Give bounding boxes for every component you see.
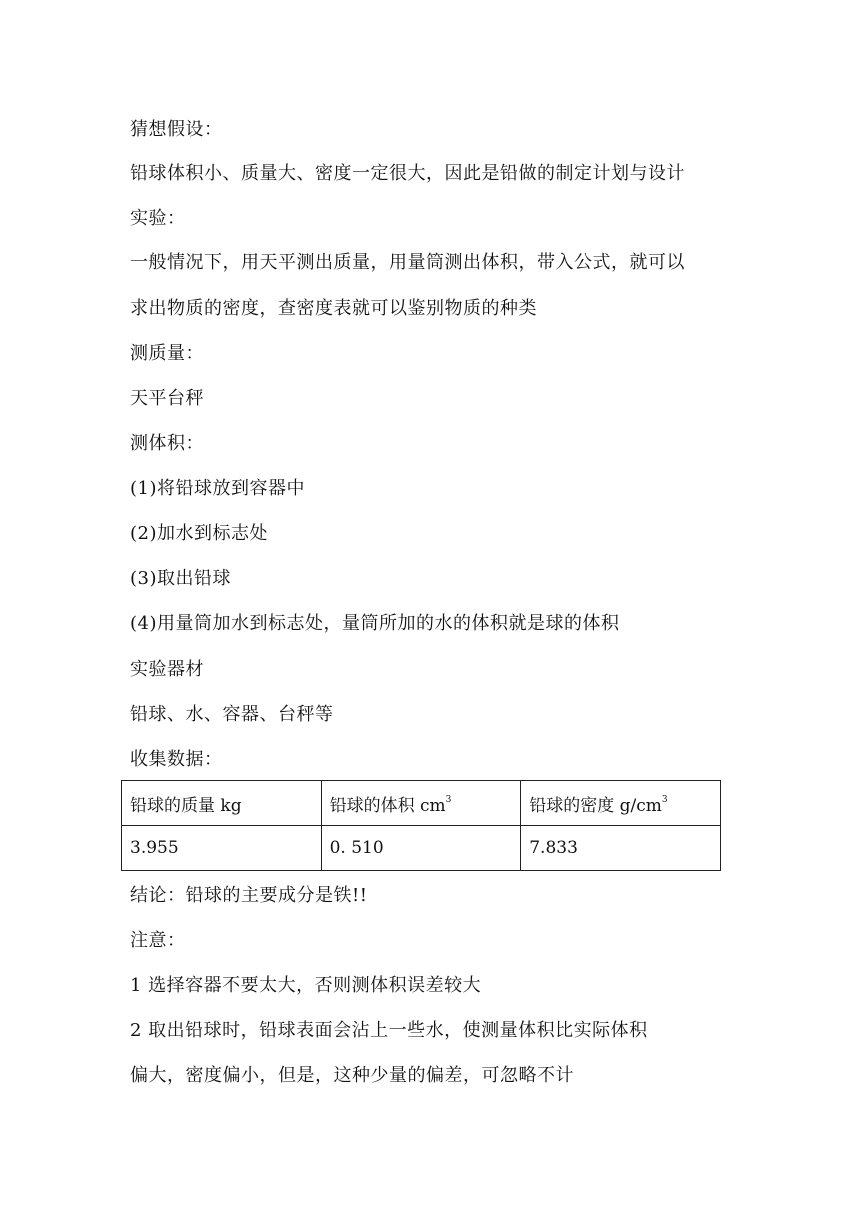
header-mass: 铅球的质量 kg [130,795,242,816]
conclusion-line: 结论：铅球的主要成分是铁!! [130,885,368,906]
table-header-cell [321,781,521,826]
table-cell-density: 7.833 [521,826,721,871]
heading-notes: 注意： [130,930,186,951]
step-item: (2)加水到标志处 [130,523,268,544]
paragraph-line: 天平台秤 [130,388,204,409]
heading-equipment: 实验器材 [130,659,204,680]
table-header-row [122,781,721,826]
paragraph-line: 铅球、水、容器、台秤等 [130,704,334,725]
heading-measure-mass: 测质量： [130,343,204,364]
superscript: 3 [445,794,452,805]
step-item: (4)用量筒加水到标志处，量筒所加的水的体积就是球的体积 [130,613,620,634]
table-cell-volume: 0. 510 [321,826,521,871]
heading-hypothesis: 猜想假设： [130,119,223,140]
table-row [122,826,721,871]
table-header-cell [122,781,322,826]
table-cell-mass: 3.955 [122,826,322,871]
paragraph-line: 一般情况下，用天平测出质量，用量筒测出体积，带入公式，就可以 [130,252,685,273]
heading-data: 收集数据： [130,749,223,770]
heading-measure-volume: 测体积： [130,433,204,454]
superscript: 3 [661,794,668,805]
header-density: 铅球的密度 g/cm [529,795,662,816]
heading-plan: 实验： [130,208,186,229]
step-item: (1)将铅球放到容器中 [130,478,305,499]
note-item: 1 选择容器不要太大，否则测体积误差较大 [130,975,482,996]
paragraph-line: 求出物质的密度，查密度表就可以鉴别物质的种类 [130,298,537,319]
header-volume: 铅球的体积 cm [329,795,446,816]
table-header-cell [521,781,721,826]
note-item: 偏大，密度偏小，但是，这种少量的偏差，可忽略不计 [130,1065,574,1086]
step-item: (3)取出铅球 [130,568,231,589]
note-item: 2 取出铅球时，铅球表面会沾上一些水，使测量体积比实际体积 [130,1020,648,1041]
paragraph-line: 铅球体积小、质量大、密度一定很大，因此是铅做的制定计划与设计 [130,163,685,184]
data-table [121,780,721,871]
